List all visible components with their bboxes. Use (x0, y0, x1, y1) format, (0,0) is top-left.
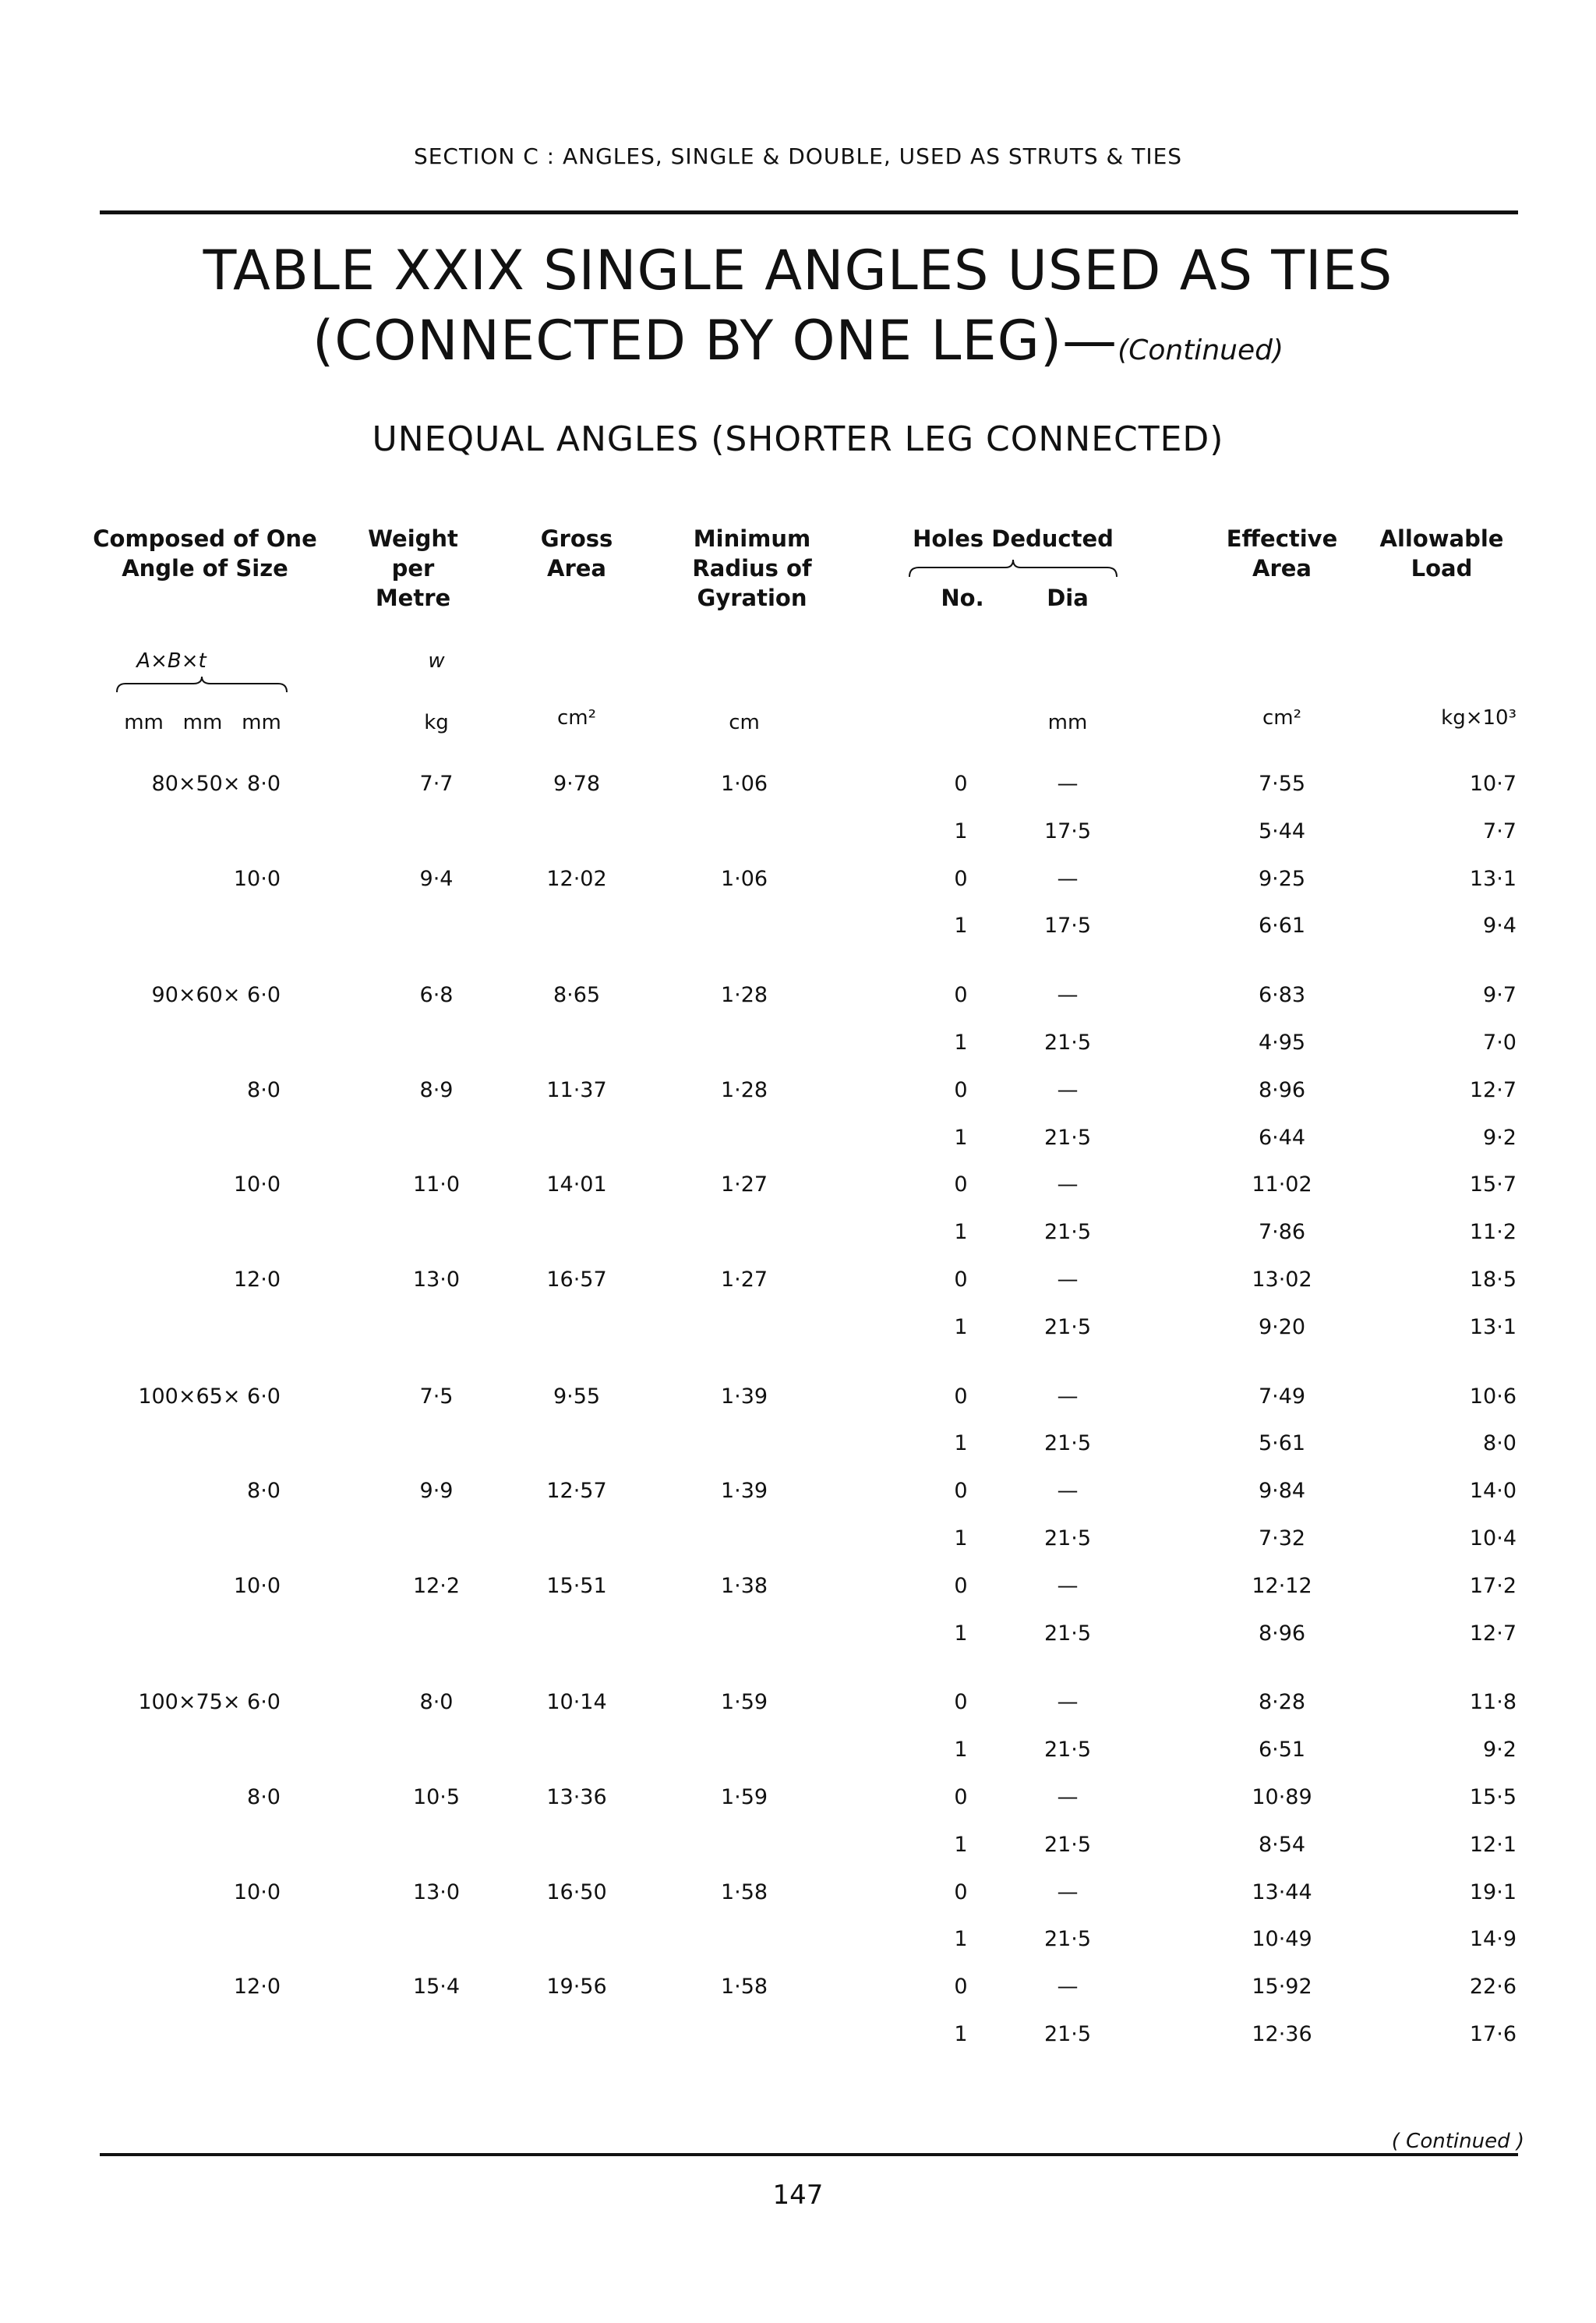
cell-holes-no: 0 (954, 1268, 968, 1292)
cell-effective-area: 7·32 (1258, 1526, 1306, 1550)
cell-holes-no: 1 (954, 2022, 968, 2046)
cell-radius: 1·28 (720, 1078, 768, 1102)
cell-radius: 1·59 (720, 1785, 768, 1809)
cell-holes-dia: — (1057, 1268, 1079, 1292)
table-title-line-1: TABLE XXIX SINGLE ANGLES USED AS TIES (203, 239, 1393, 302)
header-effective-area (1216, 524, 1348, 583)
cell-holes-dia: 21·5 (1043, 1220, 1092, 1244)
cell-allowable-load: 17·2 (1469, 1574, 1517, 1598)
cell-holes-no: 1 (954, 1833, 968, 1857)
cell-holes-no: 1 (954, 819, 968, 843)
cell-holes-no: 1 (954, 1220, 968, 1244)
cell-holes-no: 0 (954, 1172, 968, 1197)
cell-holes-dia: 21·5 (1043, 1927, 1092, 1951)
cell-effective-area: 6·51 (1258, 1738, 1306, 1762)
symbol-weight: w (428, 649, 445, 673)
page-number: 147 (772, 2180, 824, 2211)
header-weight-line-1: Weight (368, 525, 458, 552)
cell-effective-area: 12·36 (1252, 2022, 1312, 2046)
header-allowable-load-line-2: Load (1411, 555, 1473, 582)
cell-effective-area: 6·44 (1258, 1126, 1306, 1150)
cell-allowable-load: 9·7 (1483, 983, 1517, 1007)
cell-holes-dia: 17·5 (1043, 819, 1092, 843)
cell-radius: 1·27 (720, 1268, 768, 1292)
top-rule (100, 210, 1518, 214)
cell-radius: 1·27 (720, 1172, 768, 1197)
header-holes-dia: Dia (1047, 585, 1089, 611)
cell-effective-area: 8·28 (1258, 1690, 1306, 1714)
cell-effective-area: 9·84 (1258, 1479, 1306, 1503)
header-size-line-1: Composed of One (93, 525, 317, 552)
cell-effective-area: 4·95 (1258, 1031, 1306, 1055)
cell-weight: 13·0 (412, 1880, 461, 1904)
cell-holes-dia: 21·5 (1043, 1315, 1092, 1339)
cell-gross-area: 14·01 (546, 1172, 607, 1197)
size-brace (115, 675, 288, 695)
cell-allowable-load: 11·8 (1469, 1690, 1517, 1714)
cell-holes-no: 0 (954, 1479, 968, 1503)
cell-effective-area: 11·02 (1252, 1172, 1312, 1197)
cell-holes-dia: 21·5 (1043, 1738, 1092, 1762)
header-size (92, 524, 318, 583)
cell-size: 90×60× 6·0 (151, 983, 281, 1007)
title-continued-label: (Continued) (1118, 334, 1284, 366)
unit-radius: cm (729, 711, 760, 734)
cell-effective-area: 8·54 (1258, 1833, 1306, 1857)
unit-weight: kg (424, 711, 449, 734)
header-gross-area (530, 524, 623, 583)
cell-allowable-load: 9·2 (1483, 1738, 1517, 1762)
cell-size: 100×65× 6·0 (138, 1384, 281, 1409)
section-header: SECTION C : ANGLES, SINGLE & DOUBLE, USED AS STRUTS & TIES (413, 143, 1183, 169)
header-effective-area-line-2: Area (1252, 555, 1312, 582)
cell-allowable-load: 22·6 (1469, 1975, 1517, 1999)
cell-size: 10·0 (233, 867, 281, 891)
cell-allowable-load: 12·1 (1469, 1833, 1517, 1857)
cell-holes-dia: — (1057, 1384, 1079, 1409)
cell-allowable-load: 14·0 (1469, 1479, 1517, 1503)
cell-weight: 15·4 (412, 1975, 461, 1999)
cell-holes-no: 0 (954, 1975, 968, 1999)
cell-size: 8·0 (247, 1785, 281, 1809)
cell-holes-no: 0 (954, 1574, 968, 1598)
cell-holes-dia: — (1057, 983, 1079, 1007)
cell-radius: 1·39 (720, 1384, 768, 1409)
cell-effective-area: 9·20 (1258, 1315, 1306, 1339)
header-allowable-load (1372, 524, 1512, 583)
cell-holes-no: 0 (954, 1880, 968, 1904)
cell-size: 8·0 (247, 1479, 281, 1503)
cell-effective-area: 5·61 (1258, 1431, 1306, 1455)
unit-gross-area: cm² (556, 706, 597, 730)
cell-holes-dia: — (1057, 772, 1079, 796)
cell-holes-dia: — (1057, 1172, 1079, 1197)
cell-radius: 1·06 (720, 867, 768, 891)
cell-effective-area: 10·89 (1252, 1785, 1312, 1809)
cell-allowable-load: 12·7 (1469, 1621, 1517, 1646)
cell-holes-no: 0 (954, 1078, 968, 1102)
cell-holes-no: 0 (954, 1690, 968, 1714)
header-effective-area-line-1: Effective (1226, 525, 1338, 552)
cell-gross-area: 12·57 (546, 1479, 607, 1503)
cell-allowable-load: 15·7 (1469, 1172, 1517, 1197)
cell-holes-no: 1 (954, 1927, 968, 1951)
cell-allowable-load: 7·7 (1483, 819, 1517, 843)
cell-holes-no: 1 (954, 1738, 968, 1762)
cell-allowable-load: 11·2 (1469, 1220, 1517, 1244)
cell-allowable-load: 17·6 (1469, 2022, 1517, 2046)
cell-size: 10·0 (233, 1172, 281, 1197)
cell-effective-area: 6·61 (1258, 914, 1306, 938)
cell-allowable-load: 7·0 (1483, 1031, 1517, 1055)
cell-holes-dia: 21·5 (1043, 1031, 1092, 1055)
cell-holes-no: 1 (954, 914, 968, 938)
cell-allowable-load: 13·1 (1469, 867, 1517, 891)
cell-holes-dia: — (1057, 1880, 1079, 1904)
table-title-text: (CONNECTED BY ONE LEG)— (312, 309, 1118, 373)
cell-effective-area: 7·86 (1258, 1220, 1306, 1244)
header-radius-line-3: Gyration (697, 585, 807, 611)
cell-allowable-load: 15·5 (1469, 1785, 1517, 1809)
cell-holes-dia: — (1057, 1479, 1079, 1503)
cell-gross-area: 9·55 (553, 1384, 601, 1409)
header-holes-no: No. (941, 585, 984, 611)
cell-radius: 1·58 (720, 1880, 768, 1904)
cell-gross-area: 8·65 (553, 983, 601, 1007)
cell-weight: 7·7 (419, 772, 454, 796)
cell-holes-no: 0 (954, 1384, 968, 1409)
header-gross-area-line-1: Gross (540, 525, 613, 552)
cell-effective-area: 9·25 (1258, 867, 1306, 891)
cell-allowable-load: 19·1 (1469, 1880, 1517, 1904)
cell-holes-dia: 21·5 (1043, 1431, 1092, 1455)
header-radius (686, 524, 818, 613)
cell-weight: 13·0 (412, 1268, 461, 1292)
cell-holes-dia: — (1057, 1690, 1079, 1714)
cell-holes-dia: — (1057, 1574, 1079, 1598)
header-weight-line-3: Metre (375, 585, 451, 611)
cell-holes-dia: 21·5 (1043, 1621, 1092, 1646)
header-weight-line-2: per (391, 555, 435, 582)
cell-weight: 12·2 (412, 1574, 461, 1598)
cell-allowable-load: 10·7 (1469, 772, 1517, 796)
unit-dia: mm (1047, 711, 1088, 734)
cell-weight: 7·5 (419, 1384, 454, 1409)
cell-gross-area: 10·14 (546, 1690, 607, 1714)
header-allowable-load-line-1: Allowable (1379, 525, 1504, 552)
header-size-line-2: Angle of Size (122, 555, 288, 582)
cell-size: 100×75× 6·0 (138, 1690, 281, 1714)
cell-radius: 1·28 (720, 983, 768, 1007)
holes-brace (908, 558, 1118, 580)
cell-weight: 11·0 (412, 1172, 461, 1197)
cell-holes-no: 0 (954, 983, 968, 1007)
header-radius-line-2: Radius of (692, 555, 812, 582)
cell-radius: 1·58 (720, 1975, 768, 1999)
cell-effective-area: 8·96 (1258, 1078, 1306, 1102)
cell-allowable-load: 9·4 (1483, 914, 1517, 938)
cell-holes-dia: 21·5 (1043, 1126, 1092, 1150)
cell-radius: 1·38 (720, 1574, 768, 1598)
cell-gross-area: 11·37 (546, 1078, 607, 1102)
cell-effective-area: 10·49 (1252, 1927, 1312, 1951)
cell-holes-dia: 21·5 (1043, 1526, 1092, 1550)
cell-holes-dia: — (1057, 1785, 1079, 1809)
cell-holes-dia: 17·5 (1043, 914, 1092, 938)
cell-size: 80×50× 8·0 (151, 772, 281, 796)
continued-note: ( Continued ) (1391, 2130, 1524, 2153)
cell-effective-area: 15·92 (1252, 1975, 1312, 1999)
cell-holes-no: 1 (954, 1526, 968, 1550)
cell-effective-area: 5·44 (1258, 819, 1306, 843)
cell-gross-area: 16·57 (546, 1268, 607, 1292)
header-gross-area-line-2: Area (547, 555, 606, 582)
cell-holes-dia: — (1057, 867, 1079, 891)
cell-holes-no: 1 (954, 1031, 968, 1055)
cell-holes-no: 0 (954, 867, 968, 891)
unit-allowable-load: kg×10³ (1441, 706, 1517, 730)
header-weight (358, 524, 468, 613)
cell-effective-area: 13·02 (1252, 1268, 1312, 1292)
cell-holes-dia: 21·5 (1043, 2022, 1092, 2046)
cell-gross-area: 13·36 (546, 1785, 607, 1809)
cell-weight: 8·9 (419, 1078, 454, 1102)
table-title-line-2 (0, 309, 1596, 373)
cell-holes-no: 1 (954, 1431, 968, 1455)
cell-holes-no: 0 (954, 1785, 968, 1809)
cell-weight: 9·4 (419, 867, 454, 891)
cell-effective-area: 8·96 (1258, 1621, 1306, 1646)
cell-holes-no: 1 (954, 1621, 968, 1646)
cell-effective-area: 13·44 (1252, 1880, 1312, 1904)
bottom-rule (100, 2153, 1518, 2156)
cell-effective-area: 6·83 (1258, 983, 1306, 1007)
cell-effective-area: 7·55 (1258, 772, 1306, 796)
cell-allowable-load: 14·9 (1469, 1927, 1517, 1951)
cell-allowable-load: 13·1 (1469, 1315, 1517, 1339)
unit-size: mm mm mm (124, 711, 281, 734)
cell-size: 8·0 (247, 1078, 281, 1102)
symbol-size: A×B×t (136, 649, 207, 673)
header-radius-line-1: Minimum (693, 525, 811, 552)
cell-gross-area: 15·51 (546, 1574, 607, 1598)
cell-gross-area: 9·78 (553, 772, 601, 796)
cell-weight: 10·5 (412, 1785, 461, 1809)
cell-radius: 1·06 (720, 772, 768, 796)
cell-size: 10·0 (233, 1574, 281, 1598)
cell-holes-dia: 21·5 (1043, 1833, 1092, 1857)
cell-allowable-load: 9·2 (1483, 1126, 1517, 1150)
cell-allowable-load: 8·0 (1483, 1431, 1517, 1455)
cell-effective-area: 12·12 (1252, 1574, 1312, 1598)
cell-effective-area: 7·49 (1258, 1384, 1306, 1409)
cell-allowable-load: 18·5 (1469, 1268, 1517, 1292)
unit-effective-area: cm² (1262, 706, 1302, 730)
cell-holes-dia: — (1057, 1078, 1079, 1102)
cell-allowable-load: 10·4 (1469, 1526, 1517, 1550)
header-holes-deducted: Holes Deducted (913, 525, 1114, 552)
cell-holes-dia: — (1057, 1975, 1079, 1999)
cell-weight: 8·0 (419, 1690, 454, 1714)
cell-radius: 1·39 (720, 1479, 768, 1503)
cell-gross-area: 12·02 (546, 867, 607, 891)
cell-size: 12·0 (233, 1268, 281, 1292)
cell-gross-area: 16·50 (546, 1880, 607, 1904)
table-subtitle: UNEQUAL ANGLES (SHORTER LEG CONNECTED) (372, 419, 1224, 459)
cell-size: 10·0 (233, 1880, 281, 1904)
cell-holes-no: 1 (954, 1126, 968, 1150)
cell-gross-area: 19·56 (546, 1975, 607, 1999)
cell-allowable-load: 10·6 (1469, 1384, 1517, 1409)
cell-allowable-load: 12·7 (1469, 1078, 1517, 1102)
cell-size: 12·0 (233, 1975, 281, 1999)
cell-holes-no: 0 (954, 772, 968, 796)
cell-radius: 1·59 (720, 1690, 768, 1714)
cell-weight: 9·9 (419, 1479, 454, 1503)
cell-holes-no: 1 (954, 1315, 968, 1339)
cell-weight: 6·8 (419, 983, 454, 1007)
